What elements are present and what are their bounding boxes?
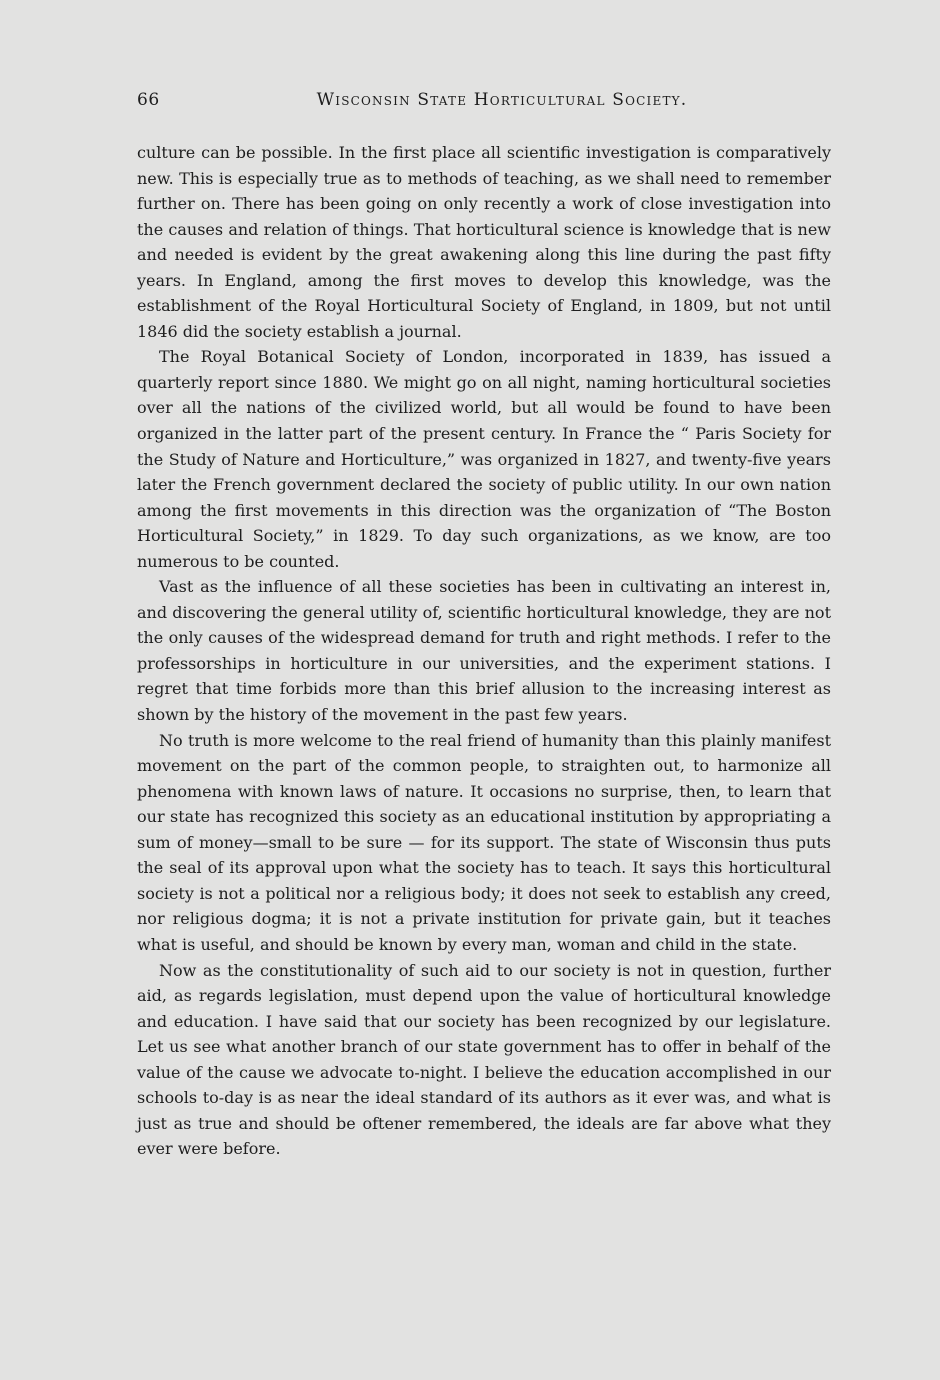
running-title: Wisconsin State Horticultural Society. bbox=[316, 90, 688, 110]
paragraph-influence-of-societies: Vast as the influence of all these societies has been in cultivating an interest in, and discovering the general utility of, scientific horticultural knowledge, they are not the only causes of the widespread demand for truth and right methods. I refer to the professorships in horticulture in our universities, and the experiment stations. I regret that time forbids more than this brief allusion to the increasing interest as shown by the history of the movement in the past few years. bbox=[137, 577, 831, 725]
paragraph-royal-botanical-society: The Royal Botanical Society of London, incorporated in 1839, has issued a quarterly report since 1880. We might go on all night, naming horticultural societies over all the nations of the civilized world, but all would be found to have been organized in the latter part of the present century. In France the “ Paris Society for the Study of Nature and Horticulture,” was organized in 1827, and twenty-five years later the French government declared the society of public utility. In our own nation among the first movements in this direction was the organization of “The Boston Horticultural Society,” in 1829. To day such organizations, as we know, are too numerous to be counted. bbox=[137, 347, 831, 571]
body-text bbox=[137, 140, 831, 1162]
paragraph-legislation: Now as the constitutionality of such aid to our society is not in question, further aid, as regards legislation, must depend upon the value of horticultural knowledge and education. I have said that our society has been recognized by our legislature. Let us see what another branch of our state government has to offer in behalf of the value of the cause we advocate to-night. I believe the education accomplished in our schools to-day is as near the ideal standard of its authors as it ever was, and what is just as true and should be oftener remembered, the ideals are far above what they ever were before. bbox=[137, 960, 831, 1159]
page-number: 66 bbox=[137, 90, 160, 110]
paragraph-continued: culture can be possible. In the first place all scientific investigation is comparatively new. This is especially true as to methods of teaching, as we shall need to remember further on. There has been going on only recently a work of close investigation into the causes and relation of things. That horticultural science is knowledge that is new and needed is evident by the great awakening along this line during the past fifty years. In England, among the first moves to develop this knowledge, was the establishment of the Royal Horticultural Society of England, in 1809, but not until 1846 did the society establish a journal. bbox=[137, 143, 831, 341]
paragraph-state-recognition: No truth is more welcome to the real friend of humanity than this plainly manifest movement on the part of the common people, to straighten out, to harmonize all phenomena with known laws of nature. It occasions no surprise, then, to learn that our state has recognized this society as an educational institution by appropriating a sum of money—small to be sure — for its support. The state of Wisconsin thus puts the seal of its approval upon what the society has to teach. It says this horticultural society is not a political nor a religious body; it does not seek to establish any creed, nor religious dogma; it is not a private institution for private gain, but it teaches what is useful, and should be known by every man, woman and child in the state. bbox=[137, 730, 831, 954]
page-header bbox=[137, 90, 837, 114]
